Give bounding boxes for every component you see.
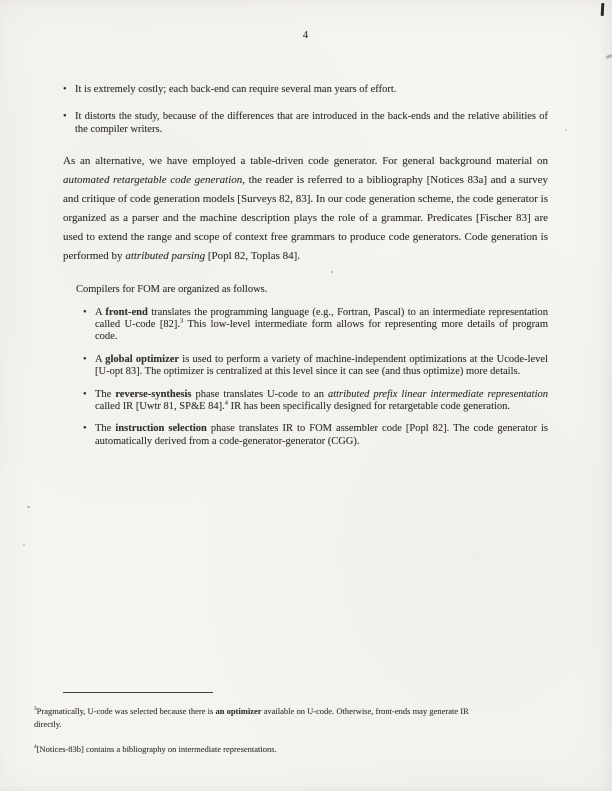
text-run: available on U-code. Otherwise, front-ends may generate IR	[261, 706, 469, 716]
text-run-bold: an optimizer	[215, 706, 262, 716]
list-item-instruction-selection	[63, 423, 548, 448]
text-run: This low-level intermediate form allows for representing more details of program code.	[95, 319, 548, 343]
footnote-ref-3: 3	[179, 317, 184, 325]
list-item-text: It is extremely costly; each back-end can require several man years of effort.	[75, 84, 397, 95]
footnote-4	[34, 743, 534, 756]
text-run-bold: global optimizer	[105, 353, 180, 365]
footnote-section	[34, 692, 534, 756]
list-item-global-optimizer	[63, 354, 548, 379]
lead-sentence: Compilers for FOM are organized as follows.	[76, 284, 268, 296]
list-item-text: It distorts the study, because of the differences that are introduced in the back-ends and the relative abilities of the compiler writers.	[75, 111, 548, 135]
text-run: [Popl 82, Toplas 84].	[205, 250, 301, 263]
text-run-italic: attributed parsing	[125, 250, 206, 263]
text-run: A	[95, 353, 106, 365]
scan-artifact-speck	[23, 544, 25, 546]
footnote-ref-4: 4	[224, 399, 229, 407]
text-run: The	[95, 388, 116, 400]
organization-list	[63, 307, 548, 449]
text-run: is used to perform a variety of machine-independent optimizations at the Ucode-level [U-opt 83]. The optimizer is centralized at this level since it can see (and thus optimize) more details.	[95, 353, 548, 378]
text-run: A	[95, 306, 106, 318]
list-item-front-end	[63, 307, 548, 344]
text-run: , the reader is referred to a bibliography [Notices 83a] and a survey and critique of code generation models [Surveys 82, 83]. In our code generation scheme, the code generator is organized as a parser and the machine description plays the role of a grammar. Predicates [Fischer 83] are used to extend the range and scope of context free grammars to produce code generators. Code generation is performed by	[63, 174, 548, 263]
bullet-icon: •	[83, 353, 87, 365]
text-run: called IR [Uwtr 81, SP&E 84].	[95, 401, 225, 413]
list-item-text	[95, 307, 548, 344]
bullet-icon: •	[83, 388, 87, 400]
text-run-bold: instruction selection	[115, 423, 207, 435]
scan-artifact-corner-tick	[600, 3, 603, 16]
text-run: As an alternative, we have employed a table-driven code generator. For general background material on	[63, 155, 548, 168]
list-item-text	[95, 423, 548, 448]
text-run: phase translates IR to FOM assembler code [Popl 82]. The code generator is automatically derived from a code-generator-generator (CGG).	[95, 423, 549, 447]
bullet-icon: •	[63, 84, 67, 95]
list-item-costly	[63, 84, 548, 96]
footnote-3	[34, 705, 534, 731]
text-run: The	[95, 423, 116, 435]
text-run-bold: front-end	[105, 306, 148, 318]
text-run-italic: attributed prefix linear intermediate representation	[327, 388, 548, 400]
footnote-marker-3: 3	[34, 706, 37, 713]
text-run: translates the programming language (e.g., Fortran, Pascal) to an intermediate representation called U-code [82].	[95, 306, 548, 331]
page-content	[63, 30, 548, 448]
list-item-distorts	[63, 111, 548, 136]
footnote-divider	[63, 692, 213, 693]
text-run-italic: automated retargetable code generation	[63, 174, 243, 187]
page-number: 4	[302, 30, 309, 41]
text-run: directly.	[34, 719, 62, 729]
body-paragraph	[63, 152, 548, 266]
bullet-icon: •	[63, 111, 67, 123]
bullet-icon: •	[83, 423, 87, 435]
text-run: Pragmatically, U-code was selected because there is	[36, 706, 216, 716]
text-run-bold: reverse-synthesis	[115, 388, 192, 400]
scan-artifact-speck	[565, 129, 567, 131]
list-item-reverse-synthesis	[63, 389, 548, 414]
scan-artifact-speck	[27, 506, 30, 508]
text-run: phase translates U-code to an	[191, 388, 328, 400]
list-item-text	[95, 389, 548, 414]
scan-artifact-edge-mark	[606, 54, 612, 58]
bullet-icon: •	[83, 306, 87, 318]
list-item-text	[95, 354, 548, 379]
text-run: IR has been specifically designed for retargetable code generation.	[228, 401, 511, 413]
footnote-marker-4: 4	[34, 744, 37, 751]
text-run: [Notices-83b] contains a bibliography on intermediate representations.	[36, 744, 277, 754]
